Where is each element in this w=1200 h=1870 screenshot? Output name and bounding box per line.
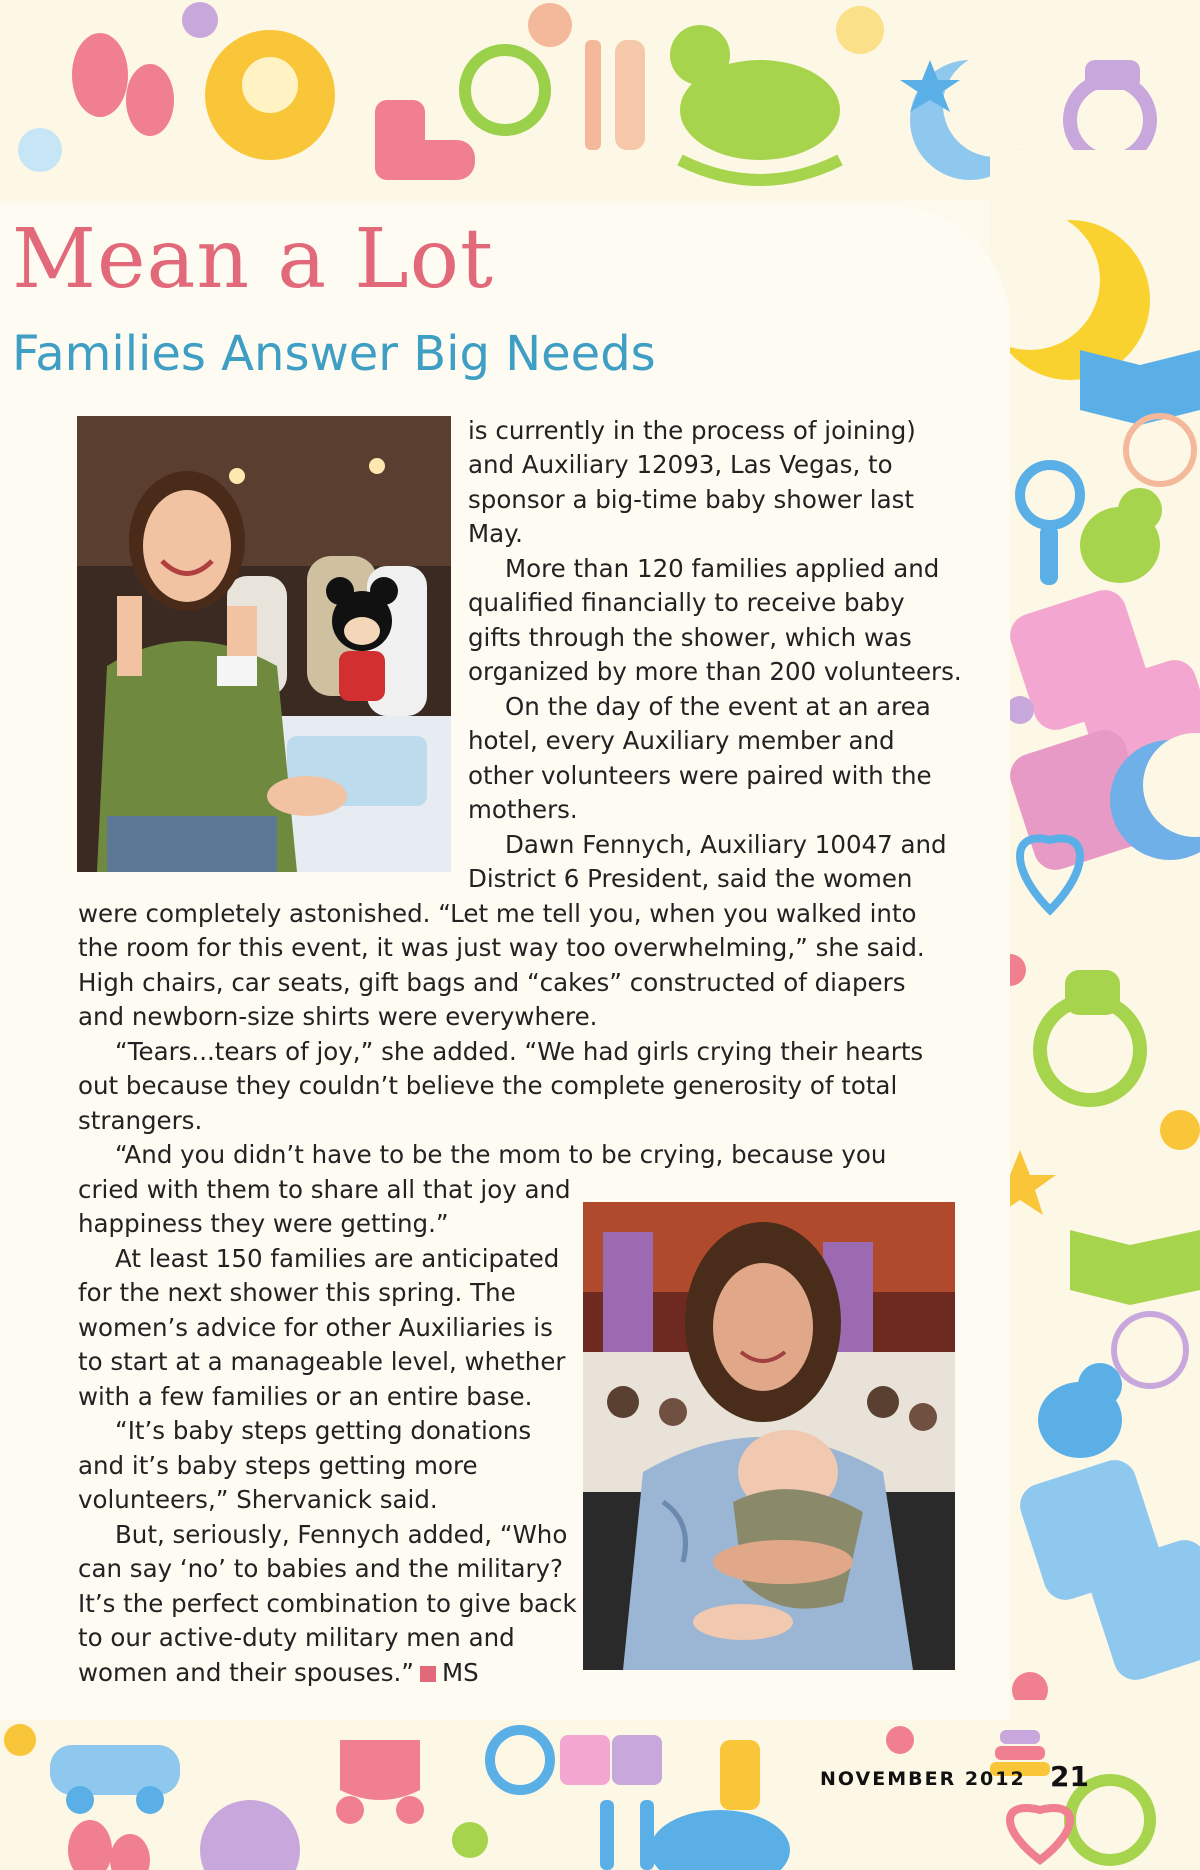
baby-shower-photo-1 xyxy=(77,416,451,872)
article-title: Mean a Lot xyxy=(12,212,494,307)
body-line: and it’s baby steps getting more xyxy=(78,1451,478,1480)
body-line: But, seriously, Fennych added, “Who xyxy=(115,1520,568,1549)
body-line: qualified financially to receive baby xyxy=(468,588,905,617)
body-line: May. xyxy=(468,519,523,548)
body-line: volunteers,” Shervanick said. xyxy=(78,1485,438,1514)
body-line: Dawn Fennych, Auxiliary 10047 and xyxy=(505,830,947,859)
body-line: were completely astonished. “Let me tell you, when you walked into xyxy=(78,899,917,928)
body-line: At least 150 families are anticipated xyxy=(115,1244,560,1273)
body-line: out because they couldn’t believe the complete generosity of total xyxy=(78,1071,898,1100)
body-line: strangers. xyxy=(78,1106,203,1135)
body-line: gifts through the shower, which was xyxy=(468,623,912,652)
body-line: can say ‘no’ to babies and the military? xyxy=(78,1554,564,1583)
article-subtitle: Families Answer Big Needs xyxy=(12,326,656,382)
body-line: and Auxiliary 12093, Las Vegas, to xyxy=(468,450,893,479)
body-line: to start at a manageable level, whether xyxy=(78,1347,566,1376)
body-line-text: women and their spouses.” xyxy=(78,1658,414,1687)
page-number: 21 xyxy=(1050,1760,1089,1793)
body-line: It’s the perfect combination to give back xyxy=(78,1589,577,1618)
body-line: mothers. xyxy=(468,795,578,824)
body-line: High chairs, car seats, gift bags and “cakes” constructed of diapers xyxy=(78,968,906,997)
body-line: with a few families or an entire base. xyxy=(78,1382,533,1411)
body-line: women’s advice for other Auxiliaries is xyxy=(78,1313,553,1342)
body-line: More than 120 families applied and xyxy=(505,554,940,583)
body-line: for the next shower this spring. The xyxy=(78,1278,516,1307)
footer-issue-date: NOVEMBER 2012 xyxy=(820,1768,1026,1790)
bottle-icon xyxy=(720,1740,760,1810)
baby-pattern-border-right xyxy=(990,150,1200,1750)
body-line: “Tears...tears of joy,” she added. “We had girls crying their hearts xyxy=(115,1037,924,1066)
body-line: to our active-duty military men and xyxy=(78,1623,515,1652)
body-line: District 6 President, said the women xyxy=(468,864,913,893)
body-line-last xyxy=(78,1658,479,1687)
body-line: cried with them to share all that joy and xyxy=(78,1175,571,1204)
body-line: hotel, every Auxiliary member and xyxy=(468,726,895,755)
body-line: On the day of the event at an area xyxy=(505,692,931,721)
baby-shower-photo-2 xyxy=(583,1202,955,1670)
body-line: organized by more than 200 volunteers. xyxy=(468,657,962,686)
fork-icon xyxy=(585,40,645,150)
body-line: the room for this event, it was just way too overwhelming,” she said. xyxy=(78,933,925,962)
body-line: and newborn-size shirts were everywhere. xyxy=(78,1002,598,1031)
body-line: happiness they were getting.” xyxy=(78,1209,449,1238)
body-line: other volunteers were paired with the xyxy=(468,761,932,790)
body-line: “It’s baby steps getting donations xyxy=(115,1416,532,1445)
author-signoff: MS xyxy=(441,1658,479,1687)
bib-icon xyxy=(205,30,335,160)
body-line: is currently in the process of joining) xyxy=(468,416,916,445)
body-line: sponsor a big-time baby shower last xyxy=(468,485,914,514)
body-line: “And you didn’t have to be the mom to be crying, because you xyxy=(115,1140,887,1169)
end-mark-icon xyxy=(420,1666,436,1682)
